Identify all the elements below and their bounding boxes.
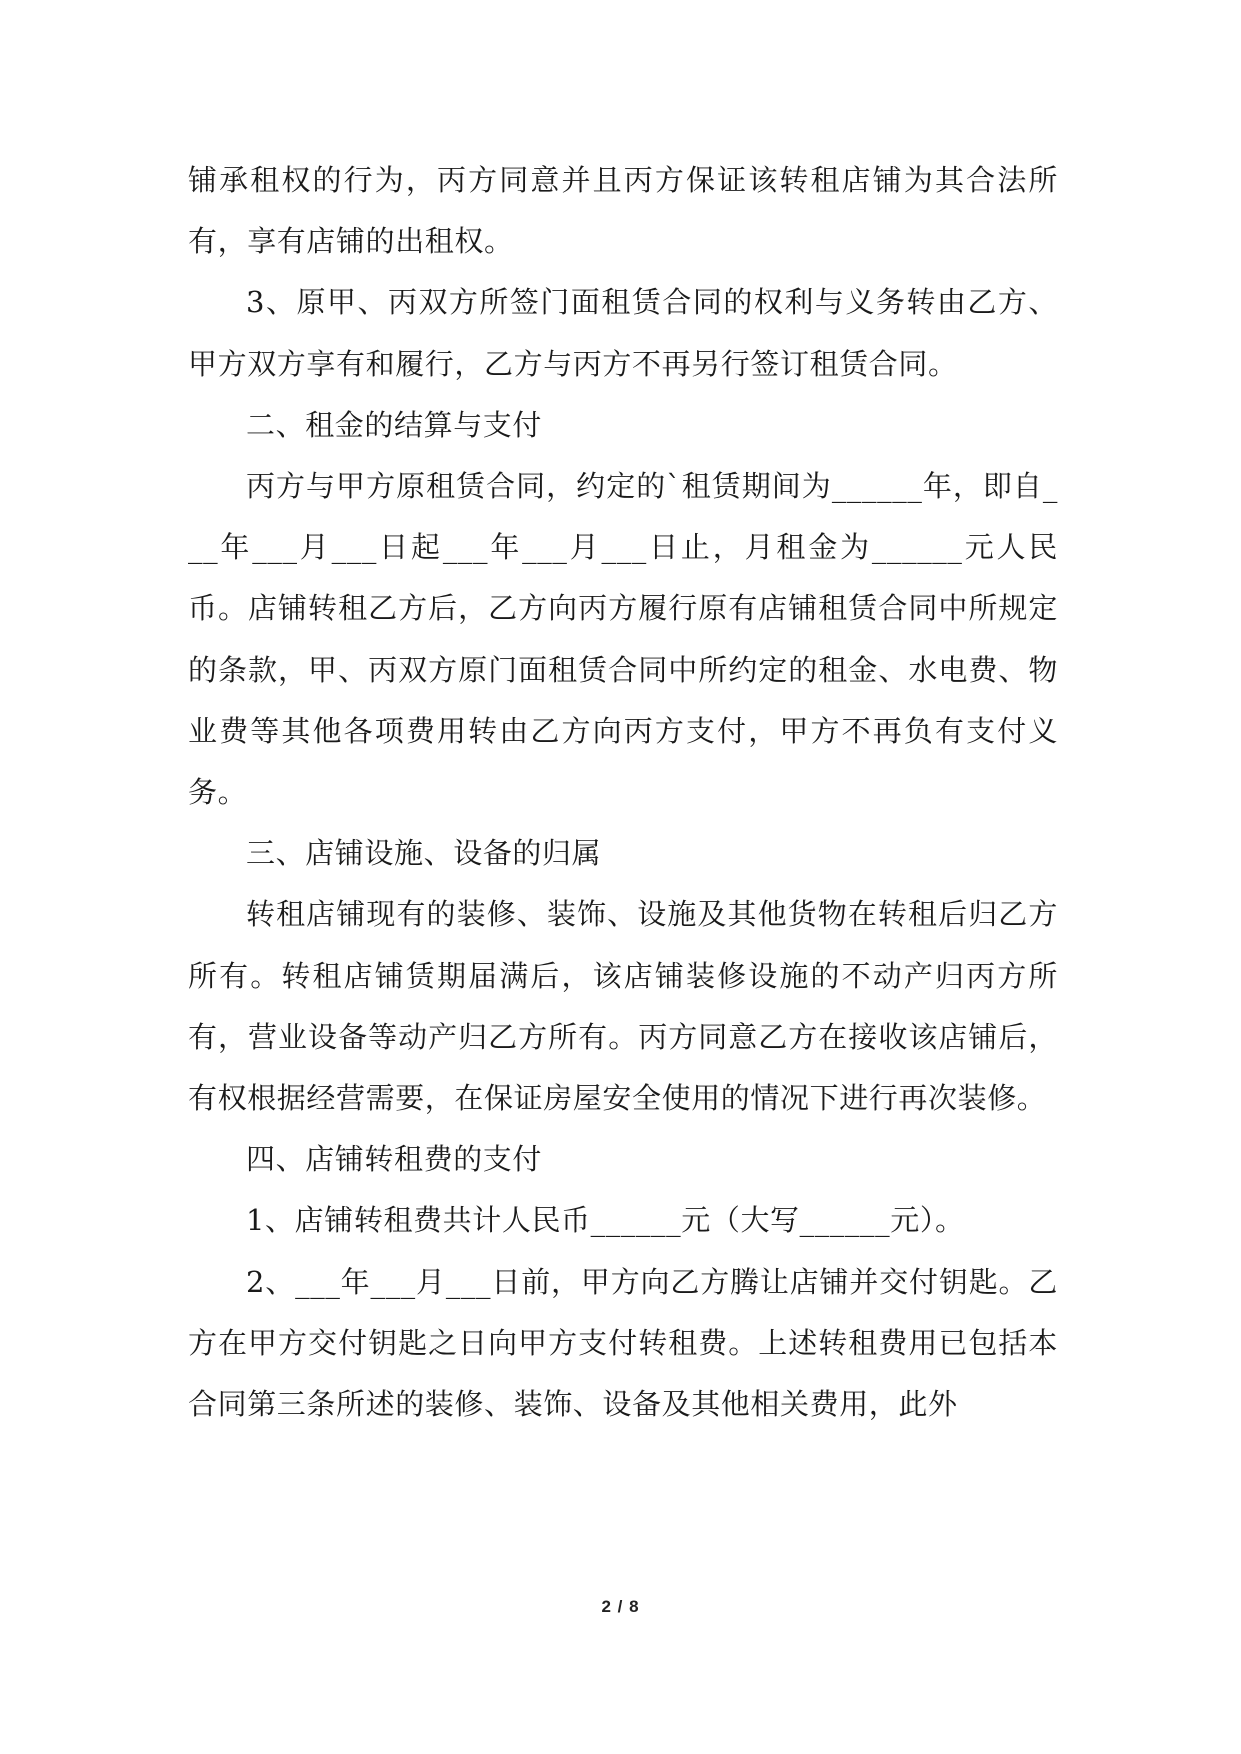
section-heading-sublease-fee: 四、店铺转租费的支付	[246, 1142, 543, 1177]
section-heading-rent: 二、租金的结算与支付	[246, 407, 543, 442]
paragraph-rent-terms: 丙方与甲方原租赁合同，约定的`租赁期间为______年，即自___年___月___日起___年___月___日止，月租金为______元人民币。店铺转租乙方后，乙方向丙方履行原有店铺租赁合同中所规定的条款，甲、丙双方原门面租赁合同中所约定的租金、水电费、物业费等其他各项费用转由乙方向丙方支付，甲方不再负有支付义务。	[188, 469, 1058, 810]
paragraph-clause-3: 3、原甲、丙双方所签门面租赁合同的权利与义务转由乙方、甲方双方享有和履行，乙方与丙方不再另行签订租赁合同。	[188, 285, 1058, 381]
document-body	[188, 150, 1058, 1435]
paragraph-fee-clause-1: 1、店铺转租费共计人民币______元（大写______元）。	[246, 1203, 965, 1238]
paragraph-continuation: 铺承租权的行为，丙方同意并且丙方保证该转租店铺为其合法所有，享有店铺的出租权。	[188, 163, 1058, 259]
section-heading-facilities: 三、店铺设施、设备的归属	[246, 836, 602, 871]
page-number: 2 / 8	[601, 1597, 640, 1616]
paragraph-fee-clause-2: 2、___年___月___日前，甲方向乙方腾让店铺并交付钥匙。乙方在甲方交付钥匙之日向甲方支付转租费。上述转租费用已包括本合同第三条所述的装修、装饰、设备及其他相关费用，此外	[188, 1264, 1058, 1422]
paragraph-facilities: 转租店铺现有的装修、装饰、设施及其他货物在转租后归乙方所有。转租店铺赁期届满后，该店铺装修设施的不动产归丙方所有，营业设备等动产归乙方所有。丙方同意乙方在接收该店铺后，有权根据经营需要，在保证房屋安全使用的情况下进行再次装修。	[188, 897, 1058, 1116]
